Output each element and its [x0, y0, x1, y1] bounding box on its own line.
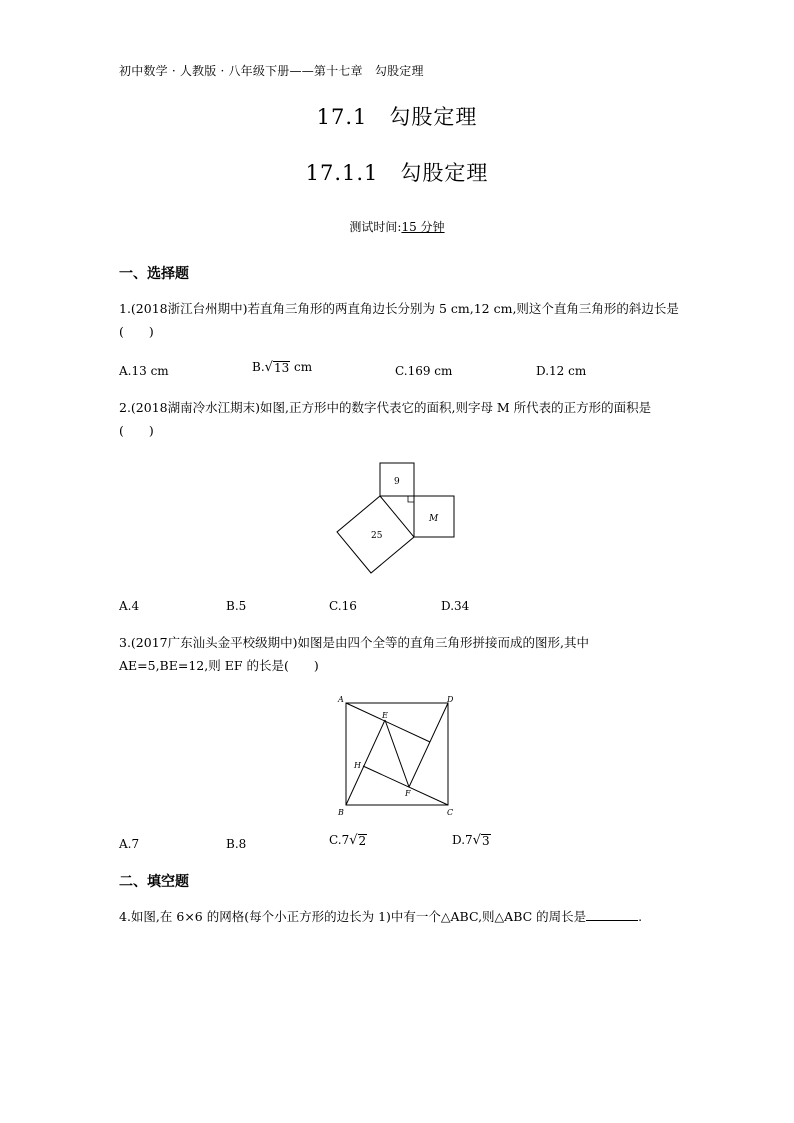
label-c: C: [447, 808, 454, 817]
line-d-f: [409, 703, 448, 787]
line-c-h: [363, 766, 448, 805]
question-3-option-a: A.7: [119, 837, 140, 851]
question-1-option-b: B. √ 13 cm: [252, 360, 313, 375]
label-h: H: [354, 761, 361, 770]
question-1-option-c: C.169 cm: [395, 364, 453, 378]
question-2-option-a: A.4: [119, 599, 140, 613]
label-m: M: [429, 514, 439, 524]
label-e: E: [382, 711, 388, 720]
section-title: 17.1 勾股定理: [316, 105, 478, 129]
label-f: F: [405, 789, 411, 798]
right-angle-mark: [408, 496, 414, 502]
question-2-figure: [330, 455, 470, 580]
question-4-text: 4.如图,在 6×6 的网格(每个小正方形的边长为 1)中有一个△ABC,则△ABC 的周长是 .: [119, 909, 643, 924]
question-1-option-d: D.12 cm: [536, 364, 587, 378]
section-heading-choice: 一、选择题: [119, 266, 189, 282]
label-9: 9: [394, 477, 400, 487]
section-heading-fill: 二、填空题: [119, 874, 189, 890]
question-3-figure: [333, 690, 463, 820]
question-3-text: 3.(2017广东汕头金平校级期中)如图是由四个全等的直角三角形拼接而成的图形,其中 AE=5,BE=12,则 EF 的长是( ): [119, 635, 589, 673]
label-a: A: [338, 695, 344, 704]
question-3-option-d: D.7 √ 3: [452, 833, 490, 848]
question-2-text: 2.(2018湖南冷水江期末)如图,正方形中的数字代表它的面积,则字母 M 所代表的正方形的面积是( ): [119, 400, 652, 438]
question-2-option-d: D.34: [441, 599, 470, 613]
question-1-text: 1.(2018浙江台州期中)若直角三角形的两直角边长分别为 5 cm,12 cm,则这个直角三角形的斜边长是( ): [119, 301, 679, 339]
label-25: 25: [371, 531, 383, 541]
test-time: [0, 218, 794, 235]
question-1-option-a: A.13 cm: [119, 364, 169, 378]
subsection-title: 17.1.1 勾股定理: [305, 161, 489, 185]
question-3-option-c: C.7 √ 2: [329, 833, 367, 848]
question-2-option-c: C.16: [329, 599, 357, 613]
line-a-e: [346, 703, 430, 742]
page-header: 初中数学 · 人教版 · 八年级下册——第十七章 勾股定理: [119, 64, 424, 78]
question-2-option-b: B.5: [226, 599, 247, 613]
answer-blank[interactable]: [586, 908, 638, 921]
sqrt-symbol: √ 13: [264, 360, 290, 375]
label-b: B: [338, 808, 344, 817]
test-time-label: 测试时间:: [349, 220, 402, 234]
test-time-value: 15 分钟: [401, 220, 445, 234]
label-d: D: [447, 695, 454, 704]
question-3-option-b: B.8: [226, 837, 247, 851]
line-b-e: [346, 720, 385, 805]
